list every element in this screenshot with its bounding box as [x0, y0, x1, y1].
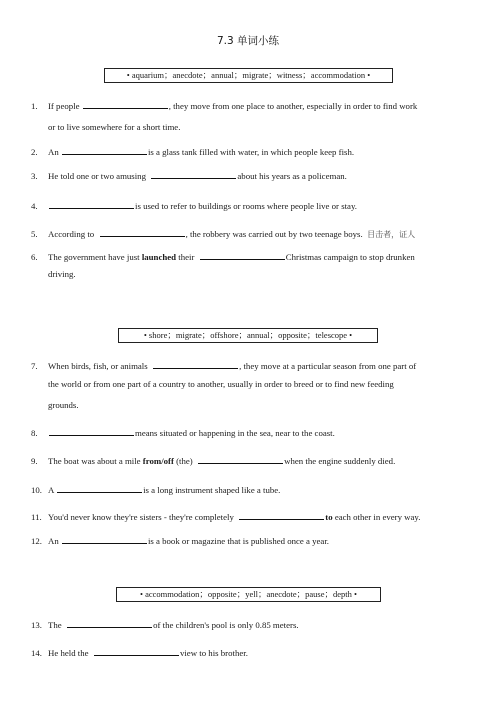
- page-title: 7.3 单词小练: [216, 35, 280, 47]
- question-number: 1.: [31, 101, 38, 111]
- word-box-2: • shore；migrate；offshore；annual；opposite；telescope •: [118, 328, 378, 343]
- answer-blank[interactable]: [94, 647, 179, 656]
- answer-blank[interactable]: [239, 511, 324, 520]
- chinese-hint: 目击者，证人: [367, 230, 416, 239]
- answer-blank[interactable]: [83, 100, 168, 109]
- answer-blank[interactable]: [153, 360, 238, 369]
- answer-blank[interactable]: [198, 455, 283, 464]
- answer-blank[interactable]: [62, 535, 147, 544]
- answer-blank[interactable]: [100, 228, 185, 237]
- answer-blank[interactable]: [67, 619, 152, 628]
- answer-blank[interactable]: [49, 200, 134, 209]
- answer-blank[interactable]: [62, 146, 147, 155]
- answer-blank[interactable]: [151, 170, 236, 179]
- word-box-3: • accommodation；opposite；yell；anecdote；pause；depth •: [116, 587, 381, 602]
- word-box-1: • aquarium；anecdote；annual；migrate；witness；accommodation •: [104, 68, 393, 83]
- answer-blank[interactable]: [200, 251, 285, 260]
- answer-blank[interactable]: [49, 427, 134, 436]
- answer-blank[interactable]: [57, 484, 142, 493]
